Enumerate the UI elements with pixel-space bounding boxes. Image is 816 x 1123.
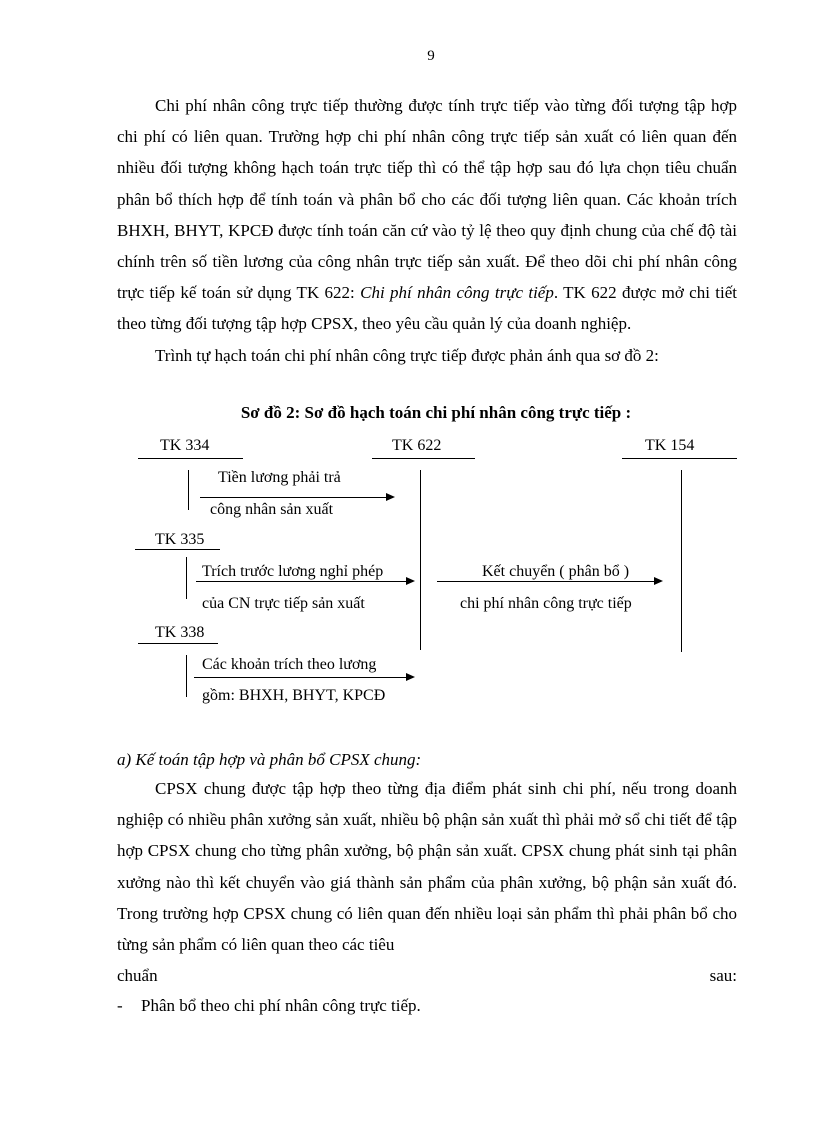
tk622-vertical-line bbox=[420, 470, 421, 650]
page-number: 9 bbox=[427, 48, 435, 64]
account-tk334: TK 334 bbox=[160, 437, 210, 454]
transfer-arrow bbox=[437, 581, 661, 582]
leave-label-line1: Trích trước lương nghỉ phép bbox=[202, 563, 384, 580]
account-tk622: TK 622 bbox=[392, 437, 442, 454]
account-tk338: TK 338 bbox=[155, 624, 205, 641]
deductions-label-line1: Các khoản trích theo lương bbox=[202, 656, 377, 673]
intro-text-start: Chi phí nhân công trực tiếp thường được tính trực tiếp vào từng đối tượng tập hợp chi phí có liên quan. Trường hợp chi phí nhân công trực tiếp sản xuất có liên quan đến nhiều đối tượng không hạch toán trực tiếp thì có thể tập hợp sau đó lựa chọn tiêu chuẩn phân bổ thích hợp để tính toán và phân bổ cho các đối tượng liên quan. Các khoản trích BHXH, BHYT, KPCĐ được tính toán căn cứ vào tỷ lệ theo quy định chung của chế độ tài chính trên số tiền lương của công nhân trực tiếp sản xuất. Để theo dõi chi phí nhân công trực tiếp kế toán sử dụng TK 622: bbox=[117, 96, 737, 303]
bullet-text: Phân bổ theo chi phí nhân công trực tiếp. bbox=[141, 996, 421, 1015]
section-a-paragraph bbox=[117, 773, 737, 991]
sequence-line: Trình tự hạch toán chi phí nhân công trực tiếp được phản ánh qua sơ đồ 2: bbox=[155, 345, 659, 365]
wages-label-line2: công nhân sản xuất bbox=[210, 501, 334, 518]
deductions-label-line2: gồm: BHXH, BHYT, KPCĐ bbox=[202, 687, 386, 704]
leave-label-line2: của CN trực tiếp sản xuất bbox=[202, 595, 365, 612]
leave-arrow bbox=[196, 581, 413, 582]
tk338-header-line bbox=[138, 643, 218, 644]
bullet-item bbox=[117, 996, 421, 1016]
wages-label-line1: Tiền lương phải trả bbox=[218, 469, 341, 486]
intro-account-name: Chi phí nhân công trực tiếp bbox=[360, 283, 554, 303]
transfer-label-line2: chi phí nhân công trực tiếp bbox=[460, 595, 632, 612]
tk334-header-line bbox=[138, 458, 243, 459]
account-tk335: TK 335 bbox=[155, 531, 205, 548]
tk335-header-line bbox=[135, 549, 220, 550]
section-a-body: CPSX chung được tập hợp theo từng địa điểm phát sinh chi phí, nếu trong doanh nghiệp có nhiều phân xưởng sản xuất, nhiều bộ phận sản xuất thì phải mở sổ chi tiết để tập hợp CPSX chung cho từng phân xưởng, bộ phận sản xuất. CPSX chung phát sinh tại phân xưởng nào thì kết chuyển vào giá thành sản phẩm của phân xưởng, bộ phận sản xuất đó. Trong trường hợp CPSX chung có liên quan đến nhiều loại sản phẩm thì phải phân bổ cho từng sản phẩm có liên quan theo các tiêu bbox=[117, 779, 737, 955]
tk338-vertical-line bbox=[186, 655, 187, 697]
tk154-vertical-line bbox=[681, 470, 682, 652]
section-a-heading: a) Kế toán tập hợp và phân bổ CPSX chung: bbox=[117, 750, 422, 769]
account-tk154: TK 154 bbox=[645, 437, 695, 454]
section-a-last-word-left: chuẩn bbox=[117, 966, 158, 986]
tk335-vertical-line bbox=[186, 557, 187, 599]
tk154-header-line bbox=[622, 458, 737, 459]
wages-arrow bbox=[200, 497, 393, 498]
tk622-header-line bbox=[372, 458, 475, 459]
section-a-last-line bbox=[117, 960, 737, 991]
deductions-arrow bbox=[194, 677, 413, 678]
bullet-dash: - bbox=[117, 996, 123, 1015]
section-a-last-word-right: sau: bbox=[709, 966, 737, 986]
tk334-vertical-line bbox=[188, 470, 189, 510]
transfer-label-line1: Kết chuyển ( phân bổ ) bbox=[482, 563, 630, 580]
intro-text-end: . TK 622 được mở chi tiết theo từng đối tượng tập hợp CPSX, theo yêu cầu quản lý của doanh nghiệp. bbox=[117, 283, 737, 334]
diagram-caption: Sơ đồ 2: Sơ đồ hạch toán chi phí nhân công trực tiếp : bbox=[240, 403, 632, 422]
